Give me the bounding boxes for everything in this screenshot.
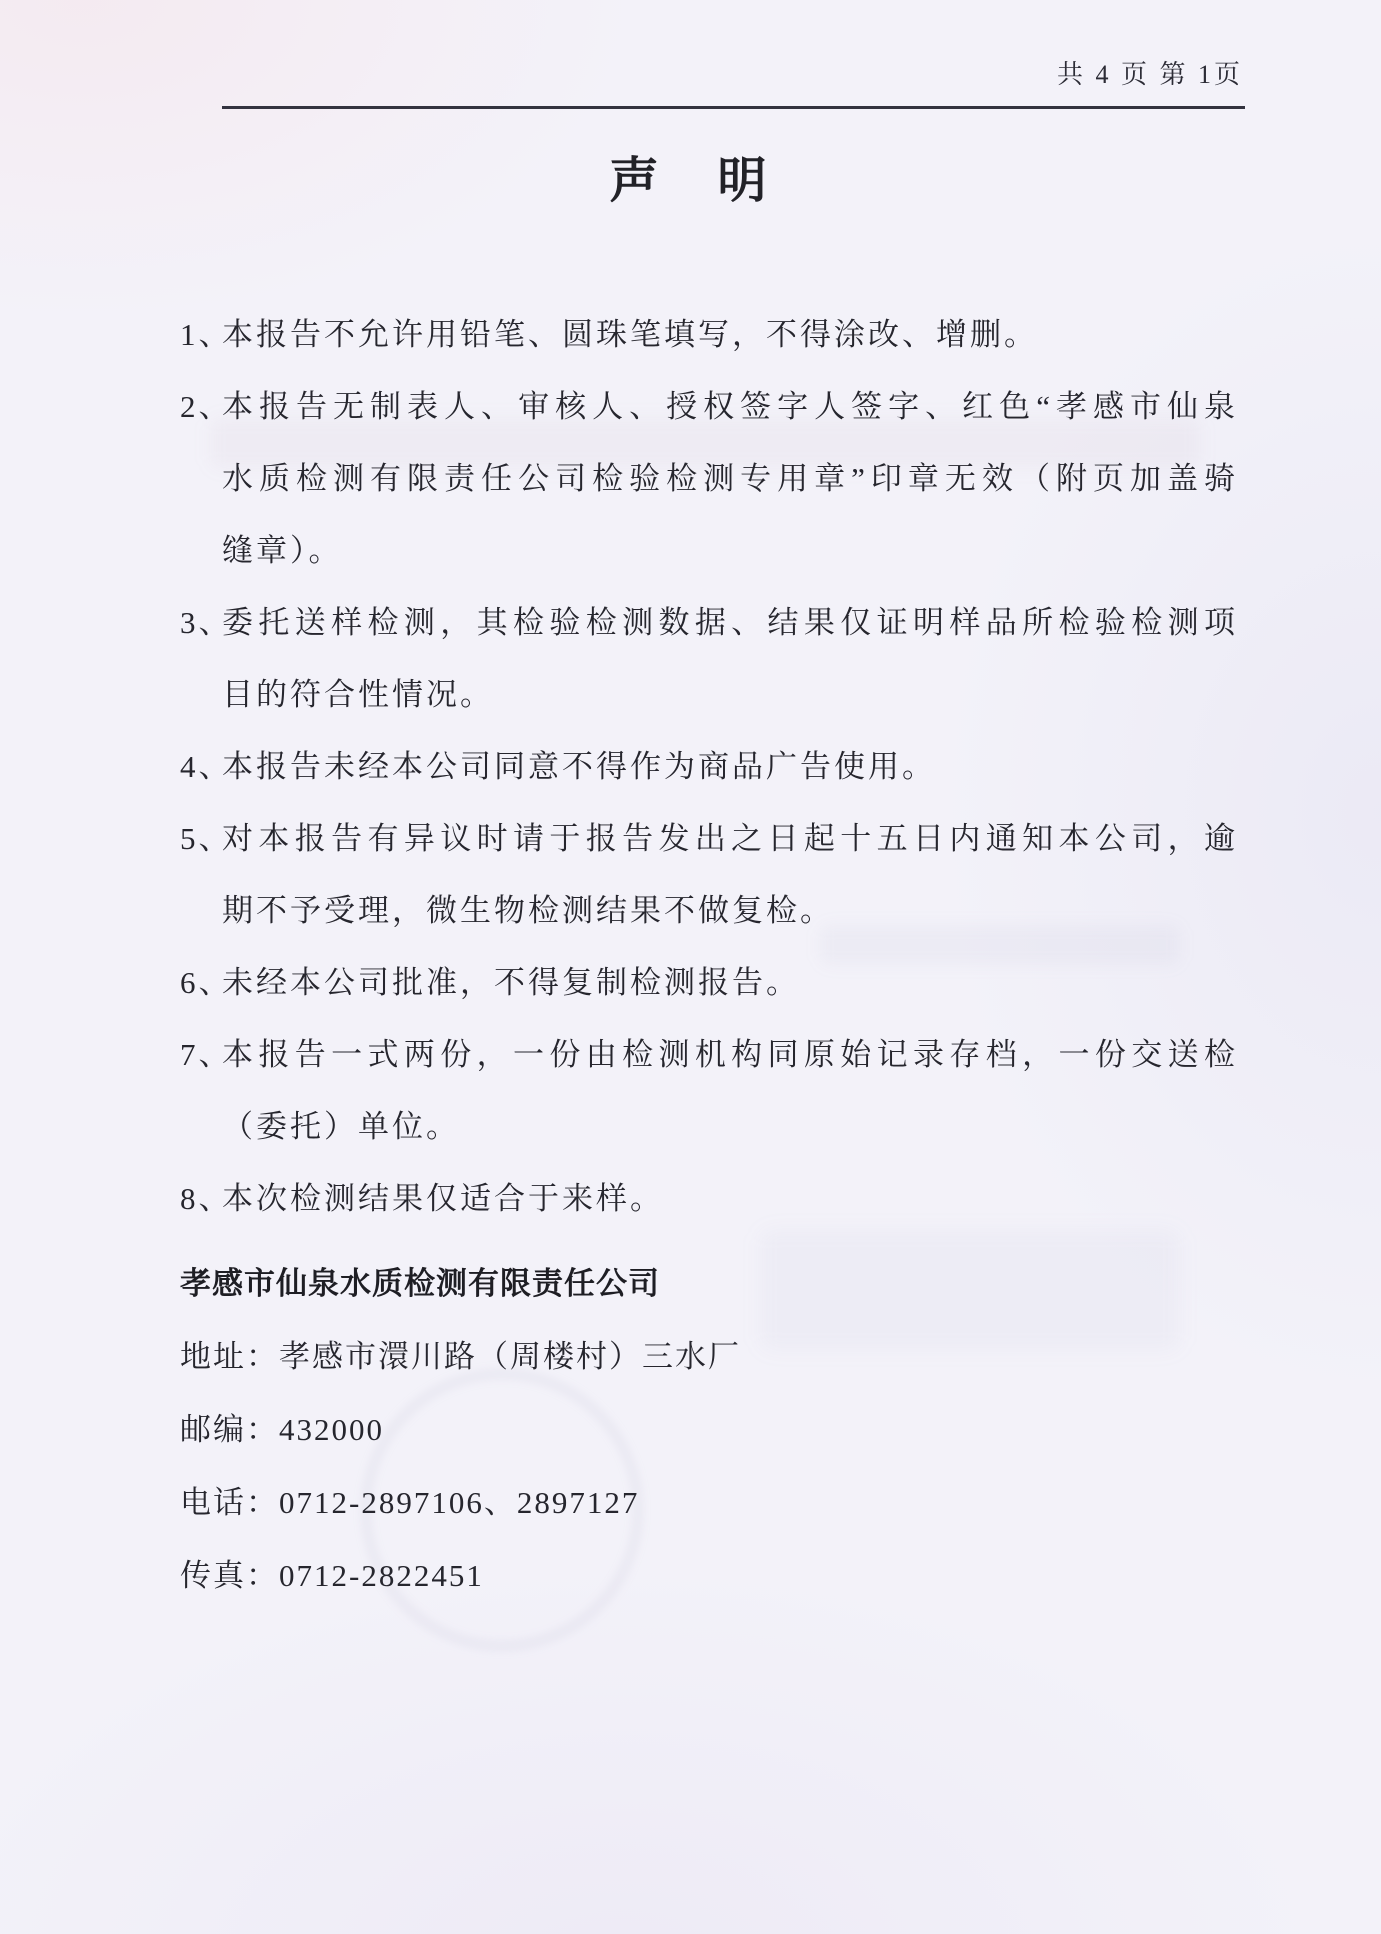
item-line: 目的符合性情况。 [222, 677, 494, 712]
item-line: 对本报告有异议时请于报告发出之日起十五日内通知本公司，逾 [222, 821, 1238, 856]
company-postcode: 邮编：432000 [180, 1412, 384, 1447]
item-line: 期不予受理，微生物检测结果不做复检。 [222, 893, 834, 928]
item-line: 本报告未经本公司同意不得作为商品广告使用。 [222, 749, 936, 784]
company-info-block [180, 1247, 741, 1612]
item-line: （委托）单位。 [222, 1109, 460, 1144]
item-line: 未经本公司批准，不得复制检测报告。 [222, 965, 800, 1000]
page-title: 声 明 [609, 153, 772, 208]
company-address: 地址：孝感市澴川路（周楼村）三水厂 [180, 1339, 741, 1374]
item-number: 3、 [180, 605, 233, 640]
statement-item [180, 731, 1238, 803]
item-line: 本报告无制表人、审核人、授权签字人签字、红色“孝感市仙泉 [222, 389, 1238, 424]
statement-item [180, 803, 1238, 947]
company-phone: 电话：0712-2897106、2897127 [180, 1485, 640, 1520]
item-number: 7、 [180, 1037, 233, 1072]
statement-item [180, 299, 1238, 371]
item-number: 8、 [180, 1181, 233, 1216]
item-number: 6、 [180, 965, 233, 1000]
statement-item [180, 587, 1238, 731]
statement-item [180, 1163, 1238, 1235]
item-line: 缝章）。 [222, 533, 343, 568]
item-number: 4、 [180, 749, 233, 784]
bleed-through-ghost [760, 1230, 1180, 1350]
item-number: 5、 [180, 821, 233, 856]
item-line: 水质检测有限责任公司检验检测专用章”印章无效（附页加盖骑 [222, 461, 1238, 496]
statement-item [180, 371, 1238, 587]
statement-item [180, 947, 1238, 1019]
company-fax: 传真：0712-2822451 [180, 1558, 484, 1593]
item-line: 本报告不允许用铅笔、圆珠笔填写，不得涂改、增删。 [222, 317, 1038, 352]
item-number: 1、 [180, 317, 233, 352]
company-name: 孝感市仙泉水质检测有限责任公司 [180, 1266, 660, 1301]
item-line: 本报告一式两份，一份由检测机构同原始记录存档，一份交送检 [222, 1037, 1238, 1072]
item-line: 委托送样检测，其检验检测数据、结果仅证明样品所检验检测项 [222, 605, 1238, 640]
statement-list [180, 299, 1238, 1235]
item-line: 本次检测结果仅适合于来样。 [222, 1181, 664, 1216]
header-rule [222, 106, 1245, 109]
page-indicator: 共 4 页 第 1页 [1056, 60, 1243, 89]
statement-item [180, 1019, 1238, 1163]
item-number: 2、 [180, 389, 233, 424]
